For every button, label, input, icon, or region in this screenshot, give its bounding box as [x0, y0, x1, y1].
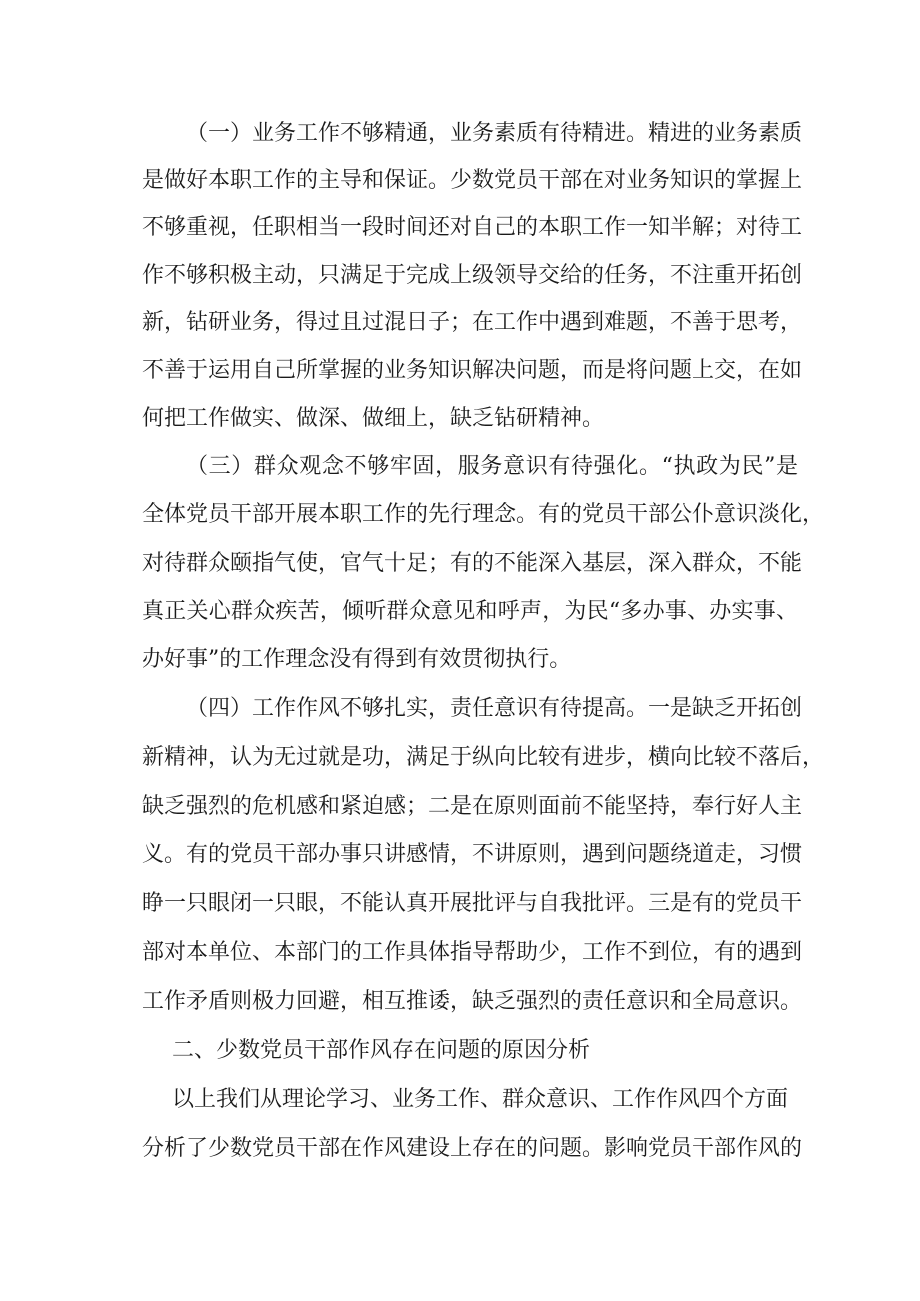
text-line: 真正关心群众疾苦，倾听群众意见和呼声，为民“多办事、办实事、 [142, 599, 798, 624]
text-line: 睁一只眼闭一只眼，不能认真开展批评与自我批评。三是有的党员干 [142, 891, 803, 916]
text-line: 新，钻研业务，得过且过混日子；在工作中遇到难题，不善于思考， [142, 310, 803, 335]
text-line: 新精神，认为无过就是功，满足于纵向比较有进步，横向比较不落后， [142, 745, 825, 770]
text-line: 分析了少数党员干部在作风建设上存在的问题。影响党员干部作风的 [142, 1136, 803, 1161]
text-line: 部对本单位、本部门的工作具体指导帮助少，工作不到位，有的遇到 [142, 940, 803, 965]
text-line: 工作矛盾则极力回避，相互推诿，缺乏强烈的责任意识和全局意识。 [142, 989, 803, 1014]
text-line: 不善于运用自己所掌握的业务知识解决问题，而是将问题上交，在如 [142, 358, 803, 383]
text-line: 全体党员干部开展本职工作的先行理念。有的党员干部公仆意识淡化， [142, 502, 825, 527]
text-line: 不够重视，任职相当一段时间还对自己的本职工作一知半解；对待工 [142, 215, 803, 240]
text-line: 办好事”的工作理念没有得到有效贯彻执行。 [142, 647, 572, 672]
text-line: 是做好本职工作的主导和保证。少数党员干部在对业务知识的掌握上 [142, 168, 803, 193]
text-line: 作不够积极主动，只满足于完成上级领导交给的任务，不注重开拓创 [142, 263, 803, 288]
text-line: 何把工作做实、做深、做细上，缺乏钻研精神。 [142, 406, 605, 431]
text-line: 缺乏强烈的危机感和紧迫感；二是在原则面前不能坚持，奉行好人主 [142, 794, 803, 819]
text-line: 对待群众颐指气使，官气十足；有的不能深入基层，深入群众，不能 [142, 551, 803, 576]
text-line: （三）群众观念不够牢固，服务意识有待强化。“执政为民”是 [186, 454, 798, 479]
text-line: （四）工作作风不够扎实，责任意识有待提高。一是缺乏开拓创 [186, 696, 803, 721]
text-line: 以上我们从理论学习、业务工作、群众意识、工作作风四个方面 [172, 1087, 789, 1112]
section-heading: 二、少数党员干部作风存在问题的原因分析 [172, 1038, 591, 1063]
text-line: 义。有的党员干部办事只讲感情，不讲原则，遇到问题绕道走，习惯 [142, 842, 803, 867]
text-line: （一）业务工作不够精通，业务素质有待精进。精进的业务素质 [186, 121, 803, 146]
